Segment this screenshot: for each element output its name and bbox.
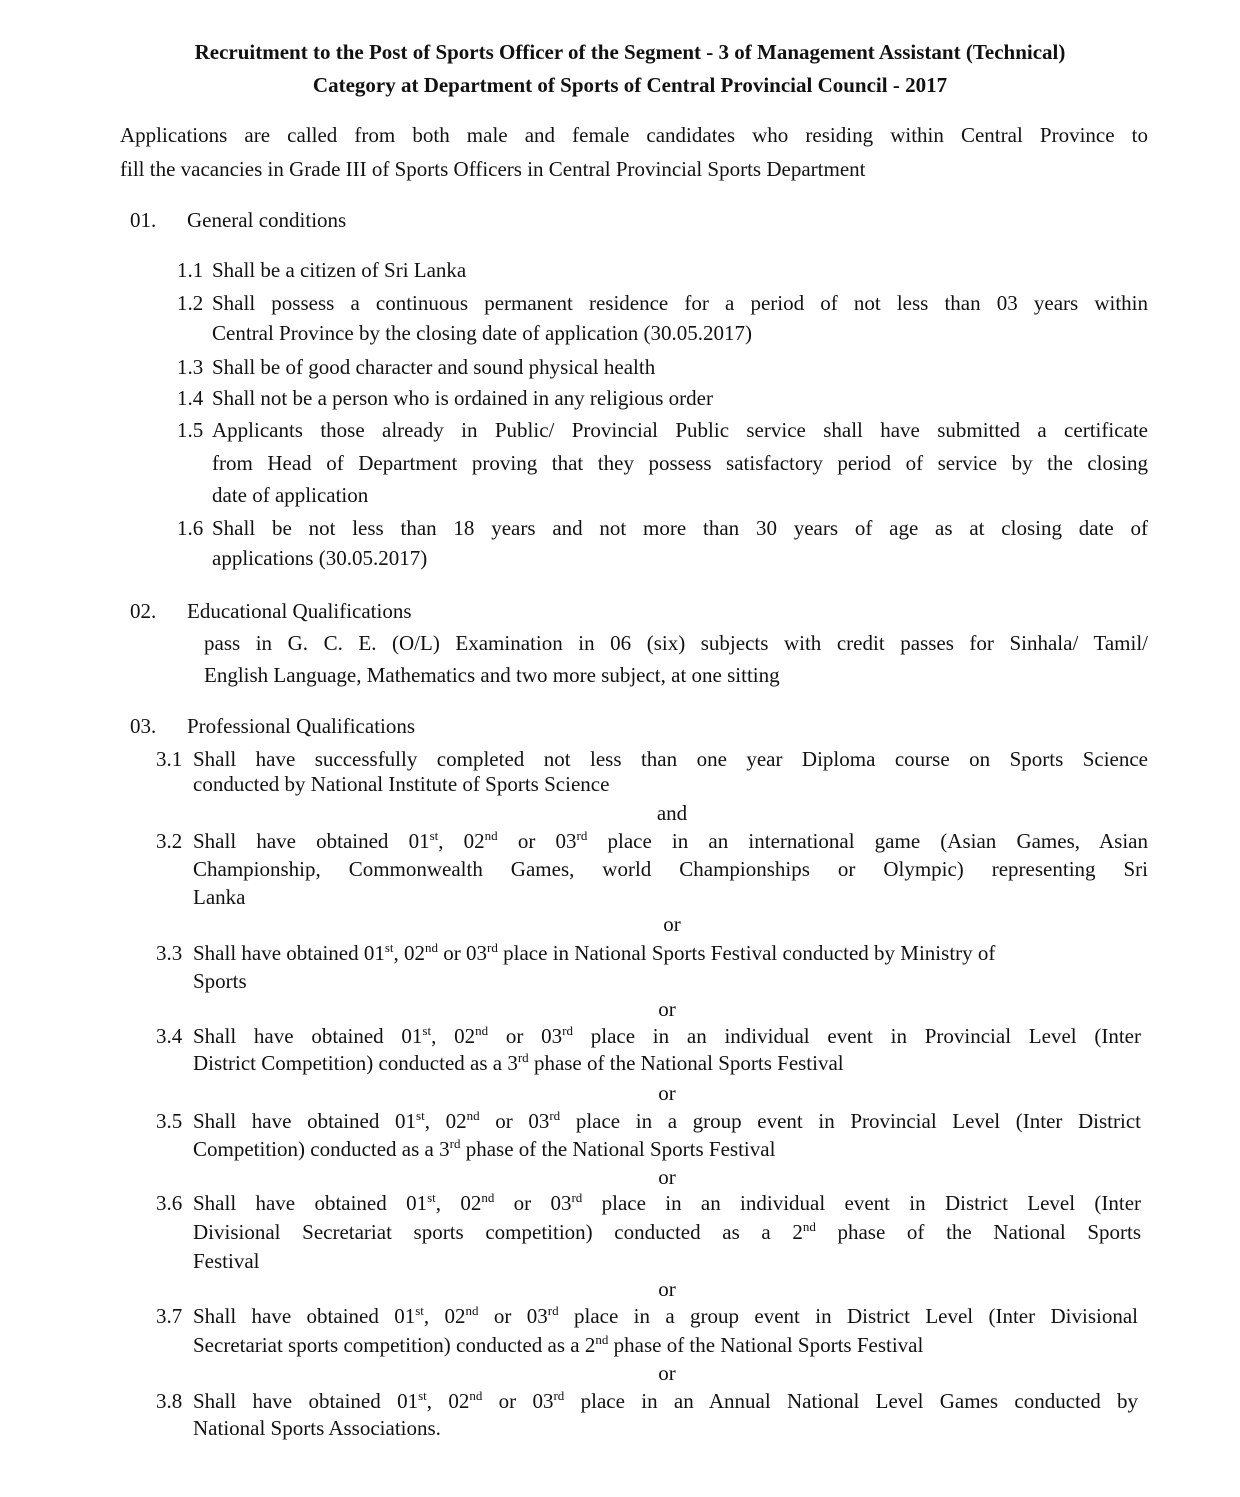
item-3-6-text-line-2: Divisional Secretariat sports competition) conducted as a 2nd phase of the National Sports: [193, 1219, 1141, 1244]
item-1-6-text-line-2: applications (30.05.2017): [212, 546, 428, 570]
section-1-number: 01.: [130, 208, 157, 232]
item-3-4-text-line-2: District Competition) conducted as a 3rd phase of the National Sports Festival: [193, 1050, 844, 1075]
connector-or-3: or: [658, 1081, 676, 1105]
item-3-7-number: 3.7: [156, 1304, 183, 1328]
item-1-6-number: 1.6: [177, 516, 204, 540]
document-title-line-1: Recruitment to the Post of Sports Officer of the Segment - 3 of Management Assistant (Technical): [194, 40, 1066, 64]
item-3-2-number: 3.2: [156, 829, 183, 853]
item-3-5-text-line-2: Competition) conducted as a 3rd phase of the National Sports Festival: [193, 1136, 776, 1161]
item-1-5-text-line-3: date of application: [212, 483, 369, 507]
item-3-2-text-line-2: Championship, Commonwealth Games, world Championships or Olympic) representing Sri: [193, 857, 1148, 881]
item-3-7-text-line-1: Shall have obtained 01st, 02nd or 03rd place in a group event in District Level (Inter Divisional: [193, 1303, 1138, 1328]
item-3-3-text-line-2: Sports: [193, 969, 247, 993]
item-1-2-text-line-2: Central Province by the closing date of application (30.05.2017): [212, 321, 753, 345]
section-2-number: 02.: [130, 599, 157, 623]
item-3-2-text-line-3: Lanka: [193, 885, 246, 909]
item-1-4-text: Shall not be a person who is ordained in any religious order: [212, 386, 713, 410]
item-1-4-number: 1.4: [177, 386, 204, 410]
item-3-6-number: 3.6: [156, 1191, 183, 1215]
item-3-1-number: 3.1: [156, 747, 183, 771]
item-1-5-number: 1.5: [177, 418, 204, 442]
document-title-line-2: Category at Department of Sports of Central Provincial Council - 2017: [312, 73, 948, 97]
item-3-4-text-line-1: Shall have obtained 01st, 02nd or 03rd place in an individual event in Provincial Level (Inter: [193, 1023, 1141, 1048]
item-3-5-number: 3.5: [156, 1109, 183, 1133]
intro-line-2: fill the vacancies in Grade III of Sports Officers in Central Provincial Sports Department: [120, 157, 866, 181]
item-3-2-text-line-1: Shall have obtained 01st, 02nd or 03rd place in an international game (Asian Games, Asian: [193, 828, 1149, 853]
connector-or-6: or: [658, 1361, 676, 1385]
item-3-6-text-line-3: Festival: [193, 1249, 260, 1273]
item-3-1-text-line-2: conducted by National Institute of Sports Science: [193, 772, 610, 796]
connector-or-1: or: [663, 912, 681, 936]
item-1-2-number: 1.2: [177, 291, 204, 315]
item-3-8-text-line-1: Shall have obtained 01st, 02nd or 03rd place in an Annual National Level Games conducted by: [193, 1388, 1139, 1413]
item-1-2-text-line-1: Shall possess a continuous permanent residence for a period of not less than 03 years within: [212, 291, 1148, 315]
connector-and: and: [656, 801, 688, 825]
item-3-3-number: 3.3: [156, 941, 183, 965]
section-2-heading: Educational Qualifications: [187, 599, 412, 623]
connector-or-5: or: [658, 1277, 676, 1301]
section-3-number: 03.: [130, 714, 157, 738]
item-3-6-text-line-1: Shall have obtained 01st, 02nd or 03rd place in an individual event in District Level (Inter: [193, 1190, 1142, 1215]
item-3-3-text-line-1: Shall have obtained 01st, 02nd or 03rd place in National Sports Festival conducted by Ministry of: [193, 940, 996, 965]
item-1-1-text: Shall be a citizen of Sri Lanka: [212, 258, 467, 282]
item-3-5-text-line-1: Shall have obtained 01st, 02nd or 03rd place in a group event in Provincial Level (Inter District: [193, 1108, 1141, 1133]
item-1-5-text-line-2: from Head of Department proving that they possess satisfactory period of service by the closing: [212, 451, 1148, 475]
item-1-3-text: Shall be of good character and sound physical health: [212, 355, 656, 379]
item-1-5-text-line-1: Applicants those already in Public/ Provincial Public service shall have submitted a certificate: [212, 418, 1148, 442]
section-3-heading: Professional Qualifications: [187, 714, 416, 738]
item-3-8-number: 3.8: [156, 1389, 183, 1413]
section-2-text-line-1: pass in G. C. E. (O/L) Examination in 06 (six) subjects with credit passes for Sinhala/ Tamil/: [204, 631, 1148, 655]
section-2-text-line-2: English Language, Mathematics and two more subject, at one sitting: [204, 663, 780, 687]
item-3-1-text-line-1: Shall have successfully completed not less than one year Diploma course on Sports Science: [193, 747, 1148, 771]
item-1-3-number: 1.3: [177, 355, 204, 379]
item-3-8-text-line-2: National Sports Associations.: [193, 1416, 441, 1440]
intro-line-1: Applications are called from both male and female candidates who residing within Central Province to: [120, 123, 1148, 147]
section-1-heading: General conditions: [187, 208, 347, 232]
connector-or-2: or: [658, 997, 676, 1021]
item-3-4-number: 3.4: [156, 1024, 183, 1048]
item-1-6-text-line-1: Shall be not less than 18 years and not more than 30 years of age as at closing date of: [212, 516, 1148, 540]
item-3-7-text-line-2: Secretariat sports competition) conducted as a 2nd phase of the National Sports Festival: [193, 1332, 924, 1357]
item-1-1-number: 1.1: [177, 258, 204, 282]
connector-or-4: or: [658, 1165, 676, 1189]
